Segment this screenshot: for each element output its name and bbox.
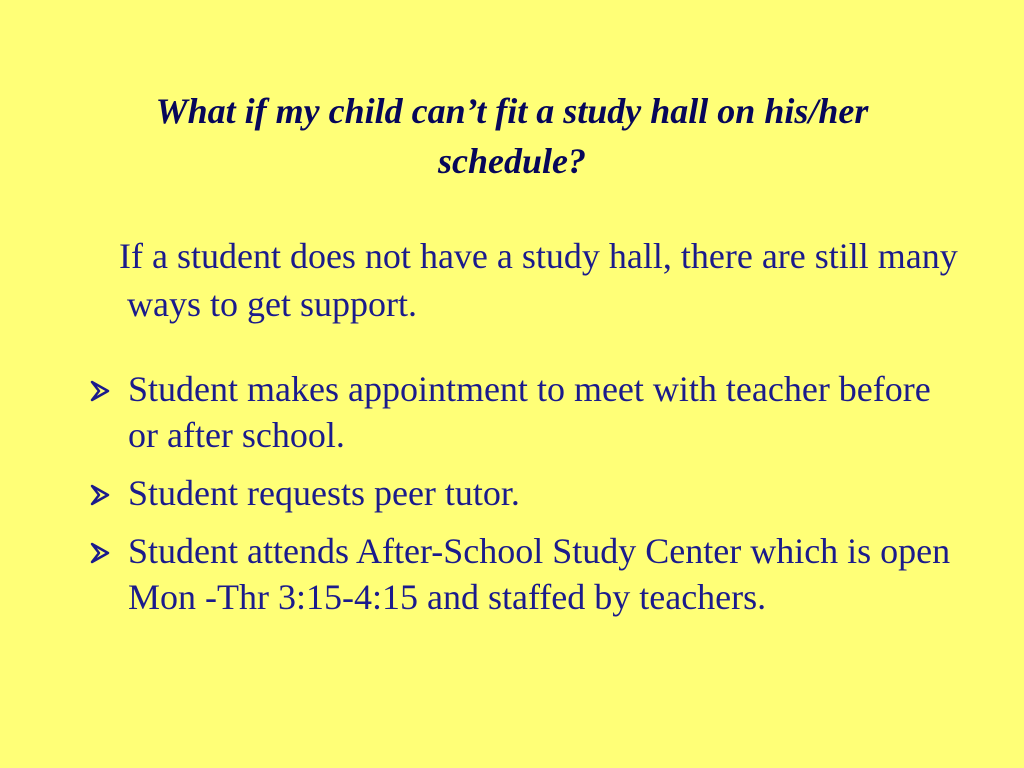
- arrow-bullet-icon: [90, 542, 118, 564]
- bullet-item: [90, 528, 960, 620]
- bullet-text: Student makes appointment to meet with teacher before or after school.: [128, 369, 931, 455]
- bullet-text: Student attends After-School Study Center which is open Mon -Thr 3:15-4:15 and staffed by teachers.: [128, 531, 951, 617]
- bullet-text: Student requests peer tutor.: [128, 473, 520, 513]
- arrow-bullet-icon: [90, 484, 118, 506]
- arrow-bullet-icon: [90, 380, 118, 402]
- slide-title: What if my child can’t fit a study hall on his/her schedule?: [155, 91, 869, 181]
- bullet-item: [90, 470, 960, 516]
- bullet-list: [90, 366, 960, 632]
- bullet-item: [90, 366, 960, 458]
- intro-paragraph: If a student does not have a study hall, there are still many ways to get support.: [119, 236, 958, 324]
